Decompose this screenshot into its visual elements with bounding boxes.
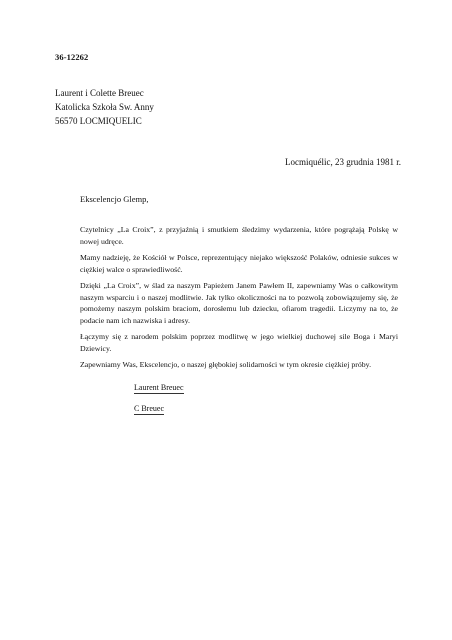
reference-number: 36-12262 xyxy=(55,52,89,62)
sender-block xyxy=(55,86,154,128)
signature-laurent: Laurent Breuec xyxy=(134,383,184,392)
salutation: Ekscelencjo Glemp, xyxy=(80,194,149,204)
sender-name: Laurent i Colette Breuec xyxy=(55,88,144,98)
paragraph-3: Dzięki „La Croix”, w ślad za naszym Papieżem Janem Pawłem II, zapewniamy Was o całkowitym naszym wsparciu i o naszej modlitwie. Jak tylko okoliczności na to pozwolą zobowiązujemy się, że pomożemy naszym polskim braciom, dorosłemu lub dziecku, ofiarom tragedii. Liczymy na to, że podacie nam ich nazwiska i adresy. xyxy=(80,281,398,325)
paragraph-1: Czytelnicy „La Croix”, z przyjaźnią i smutkiem śledzimy wydarzenia, które pogrążają Polskę w nowej udręce. xyxy=(80,225,398,246)
signature-colette: C Breuec xyxy=(134,404,164,413)
sender-city: 56570 LOCMIQUELIC xyxy=(55,116,142,126)
signature-block xyxy=(134,382,184,424)
letter-body xyxy=(80,224,398,376)
sender-school: Katolicka Szkoła Sw. Anny xyxy=(55,102,154,112)
paragraph-4: Łączymy się z narodem polskim poprzez modlitwę w jego wielkiej duchowej sile Boga i Maryi Dziewicy. xyxy=(80,332,398,353)
letter-date: Locmiquélic, 23 grudnia 1981 r. xyxy=(285,157,401,167)
paragraph-2: Mamy nadzieję, że Kościół w Polsce, reprezentujący niejako większość Polaków, odniesie sukces w ciężkiej walce o sprawiedliwość. xyxy=(80,253,398,274)
paragraph-5: Zapewniamy Was, Ekscelencjo, o naszej głębokiej solidarności w tym okresie ciężkiej próby. xyxy=(80,360,372,369)
